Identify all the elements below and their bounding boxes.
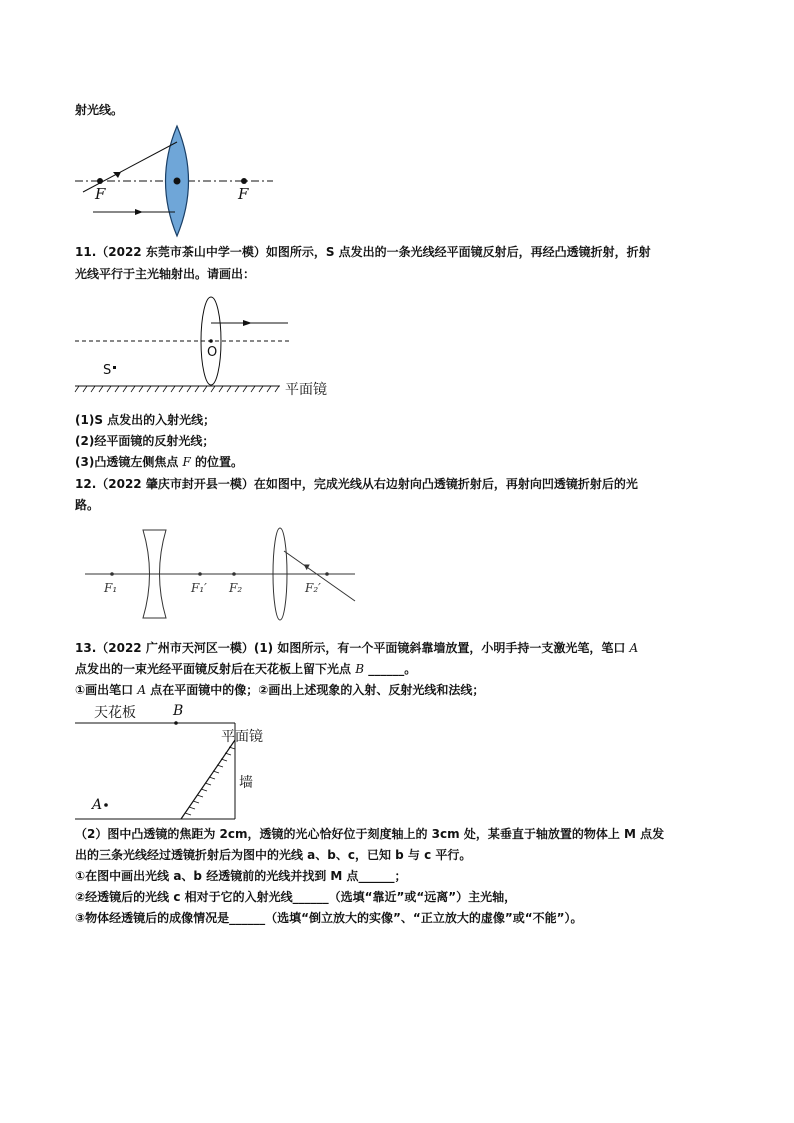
q11-item2: (2)经平面镜的反射光线；: [75, 434, 215, 448]
label-ceiling: 天花板: [94, 705, 136, 721]
optical-center: [174, 178, 181, 185]
label-f1-prime: F₁′: [191, 581, 207, 595]
label-wall: 墙: [239, 775, 253, 791]
label-a: A: [92, 797, 103, 813]
q11-line2: 光线平行于主光轴射出。请画出：: [75, 267, 256, 281]
q13-line2-b: B: [355, 662, 365, 676]
q13-line1-b: A: [629, 641, 639, 655]
q12-line2: 路。: [75, 498, 100, 512]
q13-line2-a: 点发出的一束光经平面镜反射后在天花板上留下光点: [75, 662, 352, 676]
q13-line2-c: ______。: [368, 662, 417, 676]
q11-item3: [75, 454, 243, 470]
q12-line1: 12.（2022 肇庆市封开县一模）在如图中，完成光线从右边射向凸透镜折射后，再射向凹透镜折射后的光: [75, 477, 638, 491]
q13-line3-b: A: [137, 683, 147, 697]
focal-point-right: [241, 178, 247, 184]
q13-p2-line2: 出的三条光线经过透镜折射后为图中的光线 a、b、c，已知 b 与 c 平行。: [75, 848, 472, 862]
q13-line1: [75, 640, 638, 656]
q11-item3-a: (3)凸透镜左侧焦点: [75, 455, 179, 469]
text-line-top: 射光线。: [75, 103, 124, 117]
q13-line3-c: 点在平面镜中的像；②画出上述现象的入射、反射光线和法线；: [150, 683, 485, 697]
q13-line2: [75, 661, 416, 677]
label-s: S: [103, 363, 112, 378]
q11-item1: (1)S 点发出的入射光线；: [75, 413, 216, 427]
label-f2-prime: F₂′: [305, 581, 321, 595]
q11-line1: 11.（2022 东莞市茶山中学一模）如图所示，S 点发出的一条光线经平面镜反射后，再经凸透镜折射，折射: [75, 245, 651, 259]
label-f-left: F: [95, 185, 106, 203]
q13-p2-item3: ③物体经透镜后的成像情况是______（选填“倒立放大的实像”、“正立放大的虚像”或“不能”）。: [75, 911, 583, 925]
q13-p2-item2: ②经透镜后的光线 c 相对于它的入射光线______（选填“靠近”或“远离”）主光轴，: [75, 890, 517, 904]
label-o: O: [207, 345, 218, 360]
q13-line1-a: 13.（2022 广州市天河区一模）(1) 如图所示，有一个平面镜斜靠墙放置，小明手持一支激光笔，笔口: [75, 641, 626, 655]
q13-p2-line1: （2）图中凸透镜的焦距为 2cm，透镜的光心恰好位于刻度轴上的 3cm 处，某垂直于轴放置的物体上 M 点发: [75, 827, 665, 841]
q13-line3-a: ①画出笔口: [75, 683, 134, 697]
label-f-right: F: [238, 185, 249, 203]
figure-q11-lens-mirror: [75, 294, 335, 394]
label-plane-mirror: 平面镜: [285, 382, 327, 398]
q11-item3-f: F: [182, 455, 191, 469]
label-mirror: 平面镜: [221, 729, 263, 745]
q13-p2-item1: ①在图中画出光线 a、b 经透镜前的光线并找到 M 点______；: [75, 869, 407, 883]
figure-q12-lenses: [75, 526, 365, 606]
label-f2: F₂: [229, 581, 243, 595]
focal-point-left: [97, 178, 103, 184]
q11-item3-b: 的位置。: [195, 455, 244, 469]
q13-line3: [75, 682, 484, 698]
label-b: B: [173, 703, 184, 719]
label-f1: F₁: [104, 581, 118, 595]
